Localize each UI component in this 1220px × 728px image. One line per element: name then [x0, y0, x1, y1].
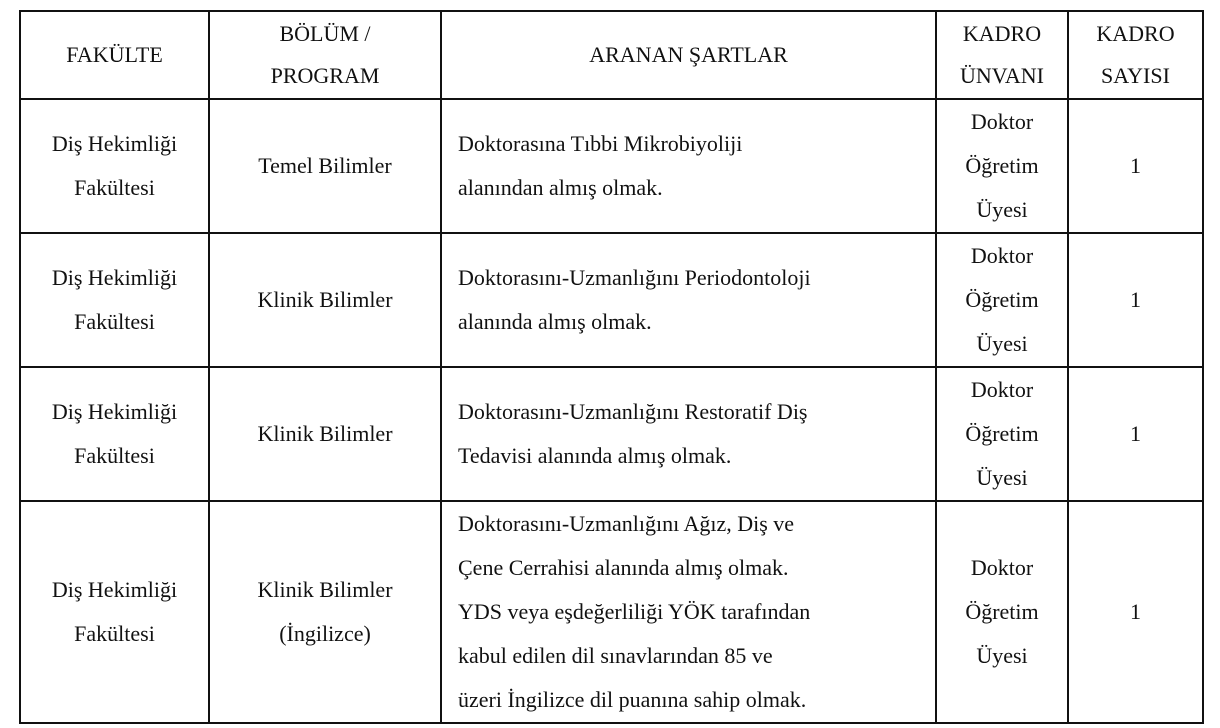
header-faculty: FAKÜLTE [20, 11, 209, 99]
header-row [20, 11, 1203, 99]
count-cell: 1 [1068, 367, 1203, 501]
title-cell: Doktor Öğretim Üyesi [936, 501, 1068, 723]
requirements-cell: Doktorasını-Uzmanlığını Restoratif Diş Tedavisi alanında almış olmak. [441, 367, 936, 501]
header-title: KADRO ÜNVANI [936, 11, 1068, 99]
faculty-cell: Diş Hekimliği Fakültesi [20, 233, 209, 367]
department-cell: Temel Bilimler [209, 99, 441, 233]
table-row [20, 233, 1203, 367]
department-cell: Klinik Bilimler [209, 233, 441, 367]
table-row [20, 367, 1203, 501]
title-cell: Doktor Öğretim Üyesi [936, 233, 1068, 367]
count-cell: 1 [1068, 233, 1203, 367]
department-cell: Klinik Bilimler [209, 367, 441, 501]
faculty-cell: Diş Hekimliği Fakültesi [20, 367, 209, 501]
department-cell: Klinik Bilimler (İngilizce) [209, 501, 441, 723]
faculty-cell: Diş Hekimliği Fakültesi [20, 99, 209, 233]
table-row [20, 501, 1203, 723]
title-cell: Doktor Öğretim Üyesi [936, 367, 1068, 501]
positions-table [19, 10, 1204, 724]
header-count: KADRO SAYISI [1068, 11, 1203, 99]
requirements-cell: Doktorasını-Uzmanlığını Periodontoloji alanında almış olmak. [441, 233, 936, 367]
header-department: BÖLÜM / PROGRAM [209, 11, 441, 99]
title-cell: Doktor Öğretim Üyesi [936, 99, 1068, 233]
count-cell: 1 [1068, 501, 1203, 723]
requirements-cell: Doktorasını-Uzmanlığını Ağız, Diş ve Çene Cerrahisi alanında almış olmak. YDS veya eşdeğerliliği YÖK tarafından kabul edilen dil sınavlarından 85 ve üzeri İngilizce dil puanına sahip olmak. [441, 501, 936, 723]
table-row [20, 99, 1203, 233]
requirements-cell: Doktorasına Tıbbi Mikrobiyoliji alanından almış olmak. [441, 99, 936, 233]
header-requirements: ARANAN ŞARTLAR [441, 11, 936, 99]
count-cell: 1 [1068, 99, 1203, 233]
faculty-cell: Diş Hekimliği Fakültesi [20, 501, 209, 723]
